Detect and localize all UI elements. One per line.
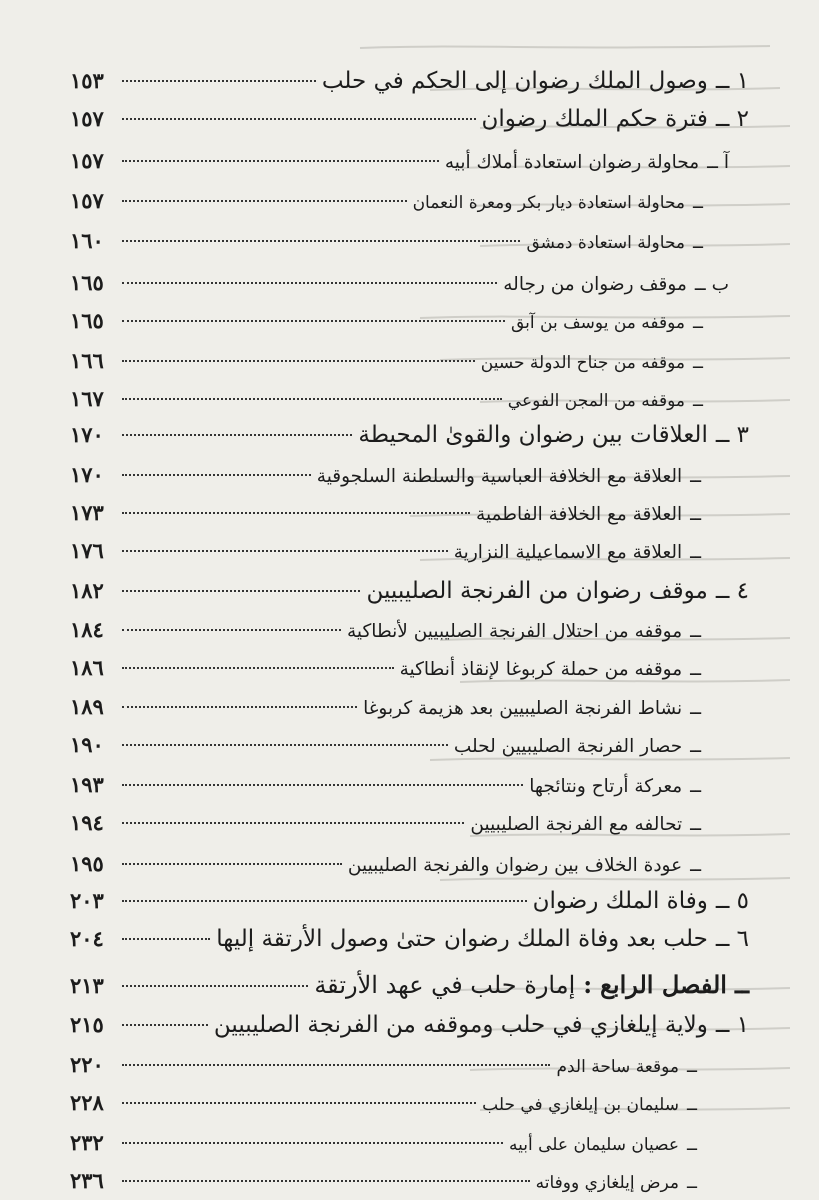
dot-leader <box>122 1180 530 1182</box>
entry-marker: ــ <box>690 736 701 757</box>
entry-title: محاولة رضوان استعادة أملاك أبيه <box>444 152 700 173</box>
entry-marker: ٣ ــ <box>715 422 749 448</box>
entry-title: فترة حكم الملك رضوان <box>481 106 708 132</box>
entry-marker: ــ <box>693 353 703 373</box>
entry-marker: آ ــ <box>707 152 729 173</box>
page-number: ١٥٧ <box>70 188 104 213</box>
entry-marker: ــ <box>687 1095 697 1115</box>
entry-marker: ٦ ــ <box>715 926 749 952</box>
entry-marker: ٢ ــ <box>715 106 749 132</box>
entry-title: إمارة حلب في عهد الأرتقة <box>314 971 576 999</box>
entry-title: سليمان بن إيلغازي في حلب <box>482 1095 680 1115</box>
entry-title: العلاقات بين رضوان والقوىٰ المحيطة <box>358 422 708 448</box>
page-number: ٢٢٨ <box>70 1090 104 1115</box>
entry-marker: ــ <box>687 1173 697 1193</box>
entry-marker: ٤ ــ <box>715 578 749 604</box>
page-number: ١٦٥ <box>70 308 104 333</box>
entry-marker: ــ <box>734 970 749 999</box>
dot-leader <box>122 863 342 865</box>
entry-title: حلب بعد وفاة الملك رضوان حتىٰ وصول الأرتقة إليها <box>216 926 708 952</box>
entry-marker: ــ <box>690 466 701 487</box>
dot-leader <box>122 550 448 552</box>
entry-marker: ــ <box>693 193 703 213</box>
page-number: ١٧٠ <box>70 422 104 447</box>
toc-entry <box>70 500 749 525</box>
dot-leader <box>122 822 464 824</box>
page-number: ١٨٦ <box>70 655 104 680</box>
toc-entry <box>70 228 749 253</box>
page-number: ١٩٤ <box>70 810 104 835</box>
entry-title: موقفه من احتلال الفرنجة الصليبيين لأنطاكية <box>347 621 683 642</box>
entry-title: موقفه من حملة كربوغا لإنقاذ أنطاكية <box>399 659 683 680</box>
page-number: ١٦٦ <box>70 348 104 373</box>
entry-title: عودة الخلاف بين رضوان والفرنجة الصليبيين <box>347 855 683 876</box>
dot-leader <box>122 240 520 242</box>
entry-marker: ــ <box>687 1135 697 1155</box>
page-number: ١٥٧ <box>70 148 104 173</box>
toc-entry <box>70 148 749 173</box>
toc-entry <box>70 538 749 563</box>
entry-title: مرض إيلغازي ووفاته <box>535 1173 680 1193</box>
entry-marker: ١ ــ <box>715 1012 749 1038</box>
dot-leader <box>122 938 210 940</box>
dot-leader <box>122 200 407 202</box>
dot-leader <box>122 282 497 284</box>
page-number: ١٧٦ <box>70 538 104 563</box>
dot-leader <box>122 360 475 362</box>
dot-leader <box>122 667 394 669</box>
entry-marker: ــ <box>690 698 701 719</box>
entry-marker: ٥ ــ <box>715 888 749 914</box>
page-number: ١٨٢ <box>70 578 104 603</box>
toc-entry <box>70 422 749 448</box>
entry-marker: ــ <box>687 1057 697 1077</box>
page-number: ٢٣٢ <box>70 1130 104 1155</box>
entry-marker: ــ <box>690 621 701 642</box>
entry-title: موقعة ساحة الدم <box>556 1057 680 1077</box>
page-number: ١٩٣ <box>70 772 104 797</box>
page-number: ١٧٠ <box>70 462 104 487</box>
page-number: ٢١٥ <box>70 1012 104 1037</box>
dot-leader <box>122 1142 503 1144</box>
toc-entry <box>70 926 749 952</box>
chapter-heading <box>70 970 749 999</box>
dot-leader <box>122 900 527 902</box>
entry-marker: ــ <box>690 855 701 876</box>
toc-entry <box>70 1090 749 1115</box>
page-number: ٢٣٦ <box>70 1168 104 1193</box>
entry-title: حصار الفرنجة الصليبيين لحلب <box>453 736 683 757</box>
toc-entry <box>70 270 749 295</box>
entry-title: وفاة الملك رضوان <box>532 888 708 914</box>
entry-marker: ــ <box>690 542 701 563</box>
entry-title: محاولة استعادة ديار بكر ومعرة النعمان <box>412 193 686 213</box>
toc-entry <box>70 1052 749 1077</box>
dot-leader <box>122 985 308 987</box>
page-number: ٢٠٤ <box>70 926 104 951</box>
entry-marker: ــ <box>690 814 701 835</box>
toc-entry <box>70 1012 749 1038</box>
toc-entry <box>70 732 749 757</box>
entry-marker: ــ <box>693 313 703 333</box>
page-number: ١٦٠ <box>70 228 104 253</box>
page-number: ١٨٤ <box>70 617 104 642</box>
dot-leader <box>122 1064 550 1066</box>
dot-leader <box>122 1024 208 1026</box>
entry-marker: ــ <box>690 659 701 680</box>
entry-marker: ــ <box>693 233 703 253</box>
page-number: ٢٠٣ <box>70 888 104 913</box>
entry-title: موقفه من المجن الفوعي <box>507 391 686 411</box>
dot-leader <box>122 784 523 786</box>
toc-entry <box>70 348 749 373</box>
toc-entry <box>70 188 749 213</box>
chapter-label: الفصل الرابع <box>600 970 727 999</box>
toc-entry <box>70 68 749 94</box>
toc-entry <box>70 772 749 797</box>
toc-entry <box>70 888 749 914</box>
page-number: ١٥٧ <box>70 106 104 131</box>
toc-entry <box>70 308 749 333</box>
toc-entry <box>70 106 749 132</box>
dot-leader <box>122 398 502 400</box>
entry-marker: ب ــ <box>694 274 729 295</box>
page-number: ١٦٧ <box>70 386 104 411</box>
toc-entry <box>70 851 749 876</box>
entry-marker: ــ <box>690 776 701 797</box>
dot-leader <box>122 512 470 514</box>
page-number: ٢٢٠ <box>70 1052 104 1077</box>
page-number: ١٧٣ <box>70 500 104 525</box>
entry-title: نشاط الفرنجة الصليبيين بعد هزيمة كربوغا <box>363 698 683 719</box>
entry-title: موقفه من يوسف بن آبق <box>510 313 686 333</box>
entry-title: محاولة استعادة دمشق <box>526 233 686 253</box>
entry-title: العلاقة مع الاسماعيلية النزارية <box>453 542 683 563</box>
dot-leader <box>122 118 476 120</box>
dot-leader <box>122 629 341 631</box>
dot-leader <box>122 744 448 746</box>
dot-leader <box>122 474 311 476</box>
entry-marker: ــ <box>693 391 703 411</box>
entry-title: وصول الملك رضوان إلى الحكم في حلب <box>321 68 708 94</box>
entry-marker: ــ <box>690 504 701 525</box>
page-number: ١٥٣ <box>70 68 104 93</box>
dot-leader <box>122 706 357 708</box>
toc-entry <box>70 617 749 642</box>
dot-leader <box>122 1102 476 1104</box>
toc-entry <box>70 462 749 487</box>
entry-title: عصيان سليمان على أبيه <box>509 1135 680 1155</box>
dot-leader <box>122 160 439 162</box>
dot-leader <box>122 590 360 592</box>
toc-entry <box>70 386 749 411</box>
dot-leader <box>122 320 505 322</box>
entry-title: تحالفه مع الفرنجة الصليبيين <box>470 814 683 835</box>
toc-entry <box>70 810 749 835</box>
entry-title: العلاقة مع الخلافة العباسية والسلطنة السلجوقية <box>316 466 683 487</box>
toc-entry <box>70 694 749 719</box>
entry-title: موقف رضوان من الفرنجة الصليبيين <box>366 578 708 604</box>
entry-title: موقفه من جناح الدولة حسين <box>480 353 686 373</box>
entry-marker: ١ ــ <box>715 68 749 94</box>
page-number: ١٨٩ <box>70 694 104 719</box>
entry-title: موقف رضوان من رجاله <box>503 274 687 295</box>
page-number: ٢١٣ <box>70 973 104 998</box>
toc-entry <box>70 578 749 604</box>
entry-title: معركة أرتاح ونتائجها <box>529 776 683 797</box>
toc-entry <box>70 655 749 680</box>
page-number: ١٩٠ <box>70 732 104 757</box>
entry-title: العلاقة مع الخلافة الفاطمية <box>476 504 683 525</box>
page-number: ١٦٥ <box>70 270 104 295</box>
dot-leader <box>122 434 352 436</box>
toc-entry <box>70 1130 749 1155</box>
page-number: ١٩٥ <box>70 851 104 876</box>
entry-title: ولاية إيلغازي في حلب وموقفه من الفرنجة الصليبيين <box>213 1012 708 1038</box>
chapter-separator: : <box>583 970 593 999</box>
dot-leader <box>122 80 316 82</box>
toc-entry <box>70 1168 749 1193</box>
